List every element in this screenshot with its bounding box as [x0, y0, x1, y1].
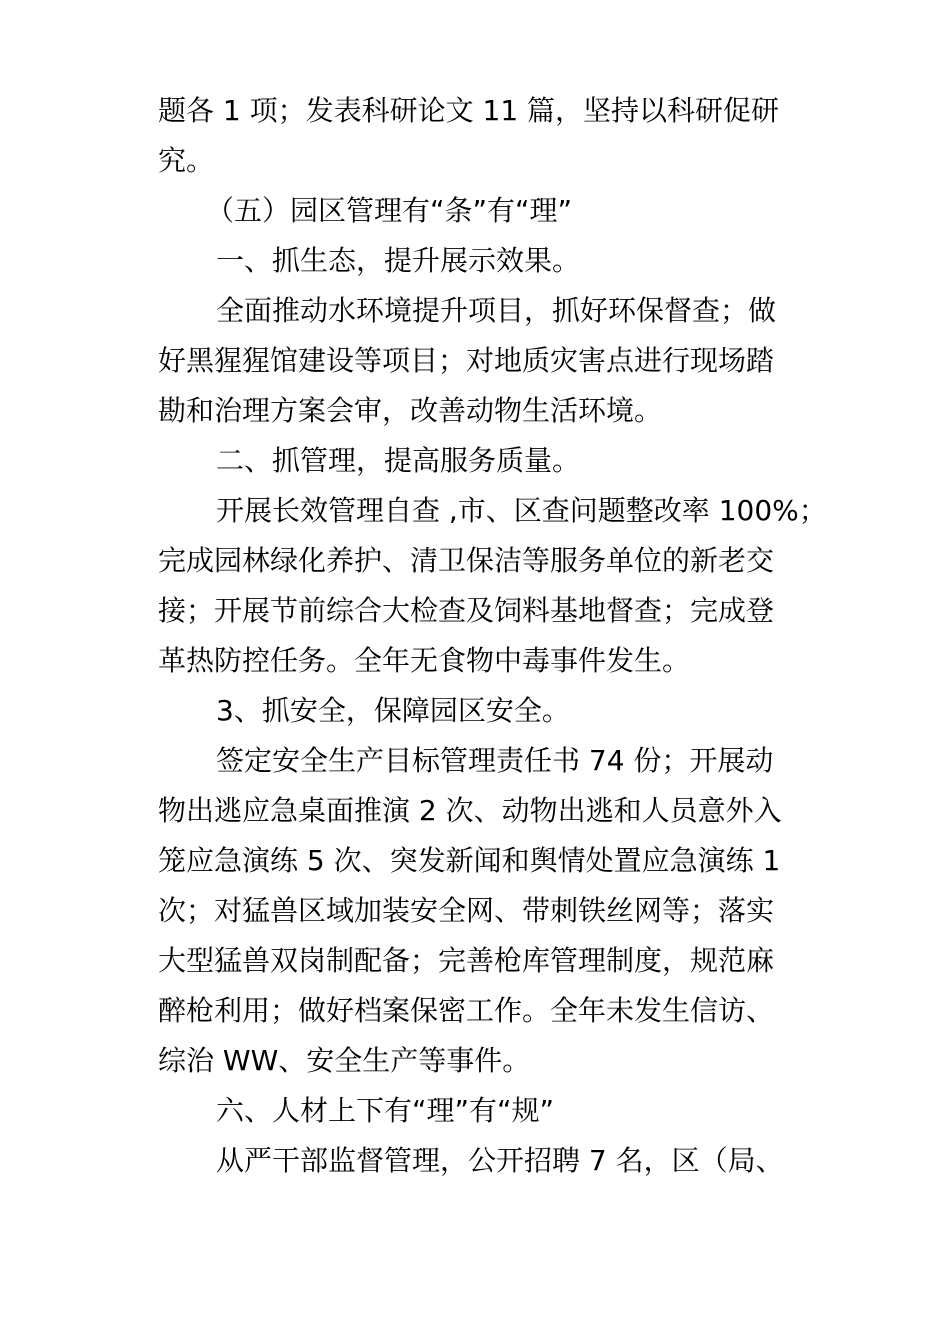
text-line: 完成园林绿化养护、清卫保洁等服务单位的新老交 — [158, 544, 775, 577]
text-line: 综治 WW、安全生产等事件。 — [158, 1044, 531, 1077]
text-line: 大型猛兽双岗制配备；完善枪库管理制度，规范麻 — [158, 944, 775, 977]
text-line: 全面推动水环境提升项目，抓好环保督查；做 — [216, 294, 777, 327]
section-heading: （五）园区管理有“条”有“理” — [206, 194, 573, 227]
text-line: 从严干部监督管理，公开招聘 7 名，区（局、 — [216, 1144, 784, 1177]
text-line: 开展长效管理自查 ,市、区查问题整改率 100%； — [216, 494, 827, 527]
text-line: 好黑猩猩馆建设等项目；对地质灾害点进行现场踏 — [158, 344, 775, 377]
text-line: 革热防控任务。全年无食物中毒事件发生。 — [158, 644, 691, 677]
text-line: 题各 1 项；发表科研论文 11 篇，坚持以科研促研 — [158, 94, 780, 127]
text-line: 物出逃应急桌面推演 2 次、动物出逃和人员意外入 — [158, 794, 782, 827]
section-heading: 六、人材上下有“理”有“规” — [216, 1094, 555, 1127]
subsection-heading: 一、抓生态，提升展示效果。 — [216, 244, 581, 277]
text-line: 次；对猛兽区域加装安全网、带刺铁丝网等；落实 — [158, 894, 775, 927]
text-line: 醉枪利用；做好档案保密工作。全年未发生信访、 — [158, 994, 775, 1027]
subsection-heading: 3、抓安全，保障园区安全。 — [216, 694, 570, 727]
text-line: 笼应急演练 5 次、突发新闻和舆情处置应急演练 1 — [158, 844, 781, 877]
text-line: 究。 — [158, 144, 215, 177]
text-line: 勘和治理方案会审，改善动物生活环境。 — [158, 394, 663, 427]
text-line: 接；开展节前综合大检查及饲料基地督查；完成登 — [158, 594, 775, 627]
subsection-heading: 二、抓管理，提高服务质量。 — [216, 444, 581, 477]
text-line: 签定安全生产目标管理责任书 74 份；开展动 — [216, 744, 774, 777]
